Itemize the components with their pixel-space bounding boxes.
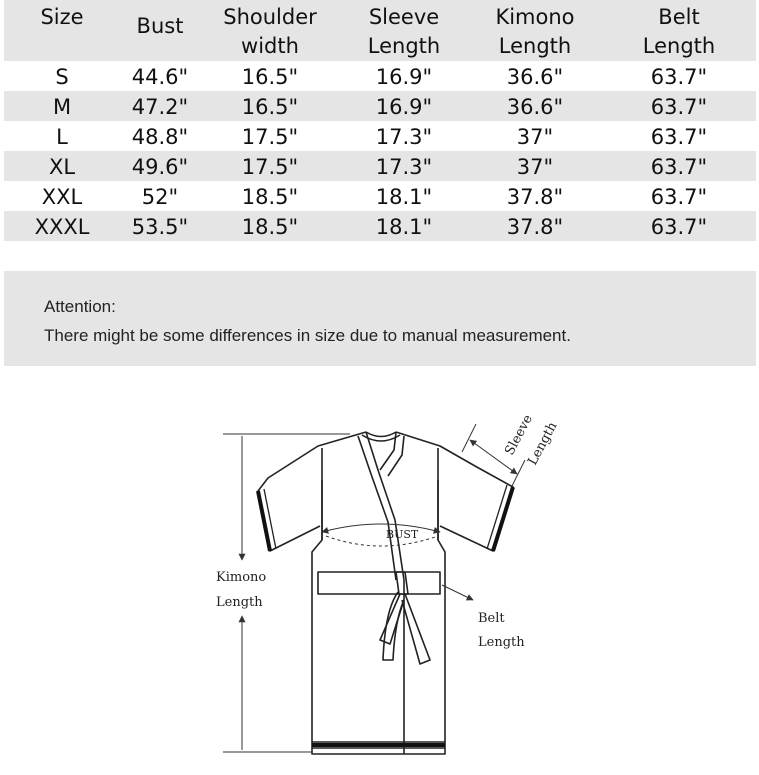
cell-bust: 48.8" <box>131 125 189 149</box>
cell-size: M <box>52 95 72 119</box>
bust-measure <box>322 524 440 546</box>
cell-kimono: 37.8" <box>506 215 564 239</box>
cell-kimono: 36.6" <box>506 65 564 89</box>
cell-kimono: 36.6" <box>506 95 564 119</box>
header-bust: Bust <box>136 14 184 38</box>
table-row <box>4 181 756 211</box>
attention-note <box>4 271 756 366</box>
cell-sleeve: 17.3" <box>375 155 433 179</box>
cell-bust: 44.6" <box>131 65 189 89</box>
kimono-length-measure <box>223 434 350 752</box>
header-shoulder-width: Shoulder width <box>223 5 317 58</box>
cell-kimono: 37" <box>516 155 554 179</box>
cell-belt: 63.7" <box>650 155 708 179</box>
cell-shoulder: 18.5" <box>241 215 299 239</box>
header-size: Size <box>40 5 84 29</box>
size-chart-table <box>4 0 756 241</box>
sleeve-cuffs <box>258 487 513 745</box>
table-row <box>4 61 756 91</box>
cell-belt: 63.7" <box>650 95 708 119</box>
cell-sleeve: 17.3" <box>375 125 433 149</box>
cell-bust: 52" <box>141 185 179 209</box>
cell-shoulder: 16.5" <box>241 65 299 89</box>
header-belt-length: Belt Length <box>642 5 716 58</box>
cell-belt: 63.7" <box>650 65 708 89</box>
kimono-length-label-2: Length <box>216 595 263 610</box>
cell-bust: 53.5" <box>131 215 189 239</box>
table-row <box>4 211 756 241</box>
table-row <box>4 151 756 181</box>
belt-length-label-1: Belt <box>478 611 505 626</box>
sleeve-length-label-1: Sleeve <box>502 412 536 458</box>
bust-label: BUST <box>386 528 419 541</box>
cell-bust: 47.2" <box>131 95 189 119</box>
table-row <box>4 121 756 151</box>
cell-size: XL <box>48 155 76 179</box>
cell-sleeve: 18.1" <box>375 185 433 209</box>
cell-kimono: 37.8" <box>506 185 564 209</box>
cell-shoulder: 16.5" <box>241 95 299 119</box>
cell-belt: 63.7" <box>650 125 708 149</box>
note-title: Attention: <box>44 297 116 316</box>
cell-size: S <box>55 65 69 89</box>
cell-belt: 63.7" <box>650 215 708 239</box>
cell-belt: 63.7" <box>650 185 708 209</box>
cell-shoulder: 18.5" <box>241 185 299 209</box>
cell-sleeve: 16.9" <box>375 95 433 119</box>
belt-pointer <box>442 585 473 600</box>
cell-sleeve: 18.1" <box>375 215 433 239</box>
header-sleeve-length: Sleeve Length <box>367 5 441 58</box>
cell-size: XXL <box>41 185 83 209</box>
sleeve-length-label-2: Length <box>525 419 561 468</box>
cell-sleeve: 16.9" <box>375 65 433 89</box>
cell-kimono: 37" <box>516 125 554 149</box>
belt-length-label-2: Length <box>478 635 525 650</box>
cell-size: XXXL <box>34 215 90 239</box>
cell-shoulder: 17.5" <box>241 155 299 179</box>
header-kimono-length: Kimono Length <box>495 5 575 58</box>
cell-shoulder: 17.5" <box>241 125 299 149</box>
note-text: There might be some differences in size due to manual measurement. <box>44 326 571 345</box>
kimono-length-label-1: Kimono <box>216 570 267 585</box>
sleeve-cuff-inner <box>264 485 507 549</box>
sleeve-length-measure <box>462 424 525 486</box>
table-header-row <box>4 0 756 61</box>
cell-size: L <box>56 125 68 149</box>
cell-bust: 49.6" <box>131 155 189 179</box>
table-row <box>4 91 756 121</box>
kimono-outline <box>258 432 513 754</box>
